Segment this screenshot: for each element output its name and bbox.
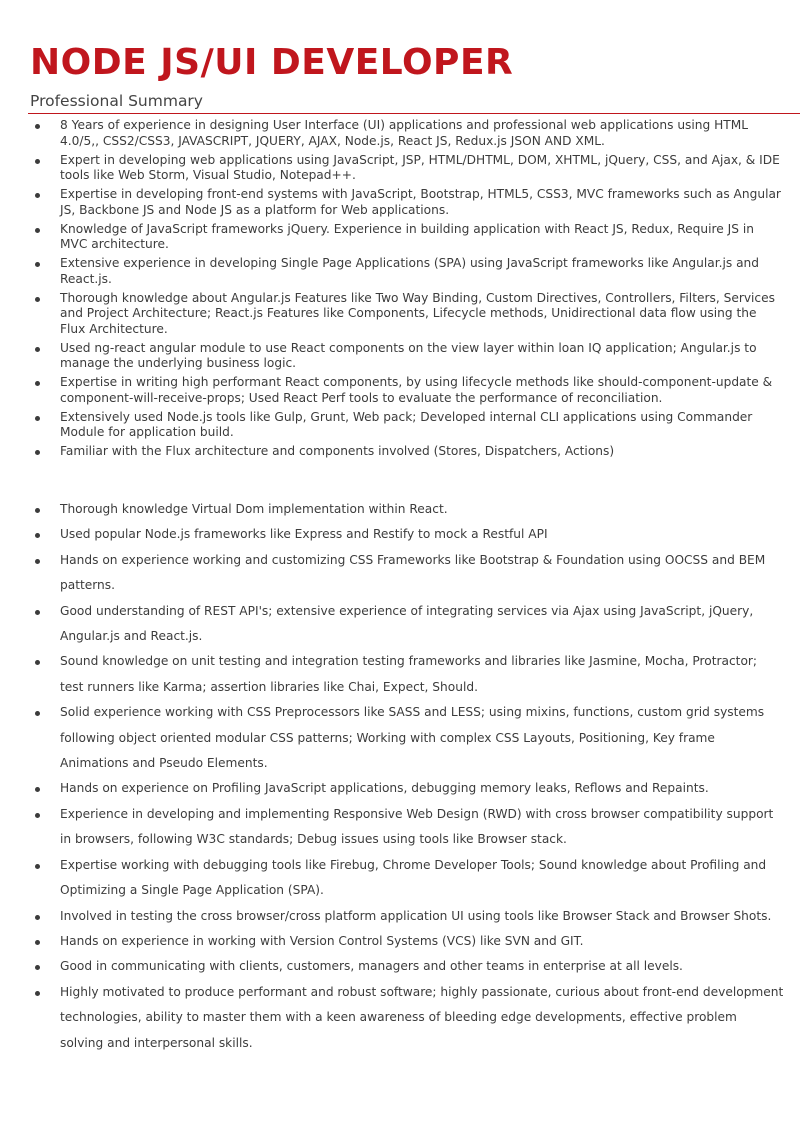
summary-item: Expertise in developing front-end systems with JavaScript, Bootstrap, HTML5, CSS3, MVC frameworks such as Angular JS, Backbone JS and Node JS as a platform for Web applications.	[0, 187, 800, 218]
bullet-icon	[35, 508, 40, 513]
summary-item: Thorough knowledge about Angular.js Features like Two Way Binding, Custom Directives, Controllers, Filters, Services and Project Architecture; React.js Features like Components, Lifecycle methods, Unidirectional data flow using the Flux Architecture.	[0, 291, 800, 338]
summary-list-dense	[0, 118, 800, 463]
section-heading-professional-summary: Professional Summary	[30, 92, 203, 110]
summary-item: Sound knowledge on unit testing and integration testing frameworks and libraries like Jasmine, Mocha, Protractor; test runners like Karma; assertion libraries like Chai, Expect, Should.	[0, 649, 800, 700]
summary-item: Familiar with the Flux architecture and components involved (Stores, Dispatchers, Actions)	[0, 444, 800, 460]
summary-item: Solid experience working with CSS Preprocessors like SASS and LESS; using mixins, functions, custom grid systems following object oriented modular CSS patterns; Working with complex CSS Layouts, Positioning, Key frame Animations and Pseudo Elements.	[0, 700, 800, 776]
summary-item: Involved in testing the cross browser/cross platform application UI using tools like Browser Stack and Browser Shots.	[0, 904, 800, 929]
summary-item: Expert in developing web applications using JavaScript, JSP, HTML/DHTML, DOM, XHTML, jQuery, CSS, and Ajax, & IDE tools like Web Storm, Visual Studio, Notepad++.	[0, 153, 800, 184]
bullet-icon	[35, 660, 40, 665]
bullet-icon	[35, 347, 40, 352]
bullet-icon	[35, 559, 40, 564]
bullet-icon	[35, 940, 40, 945]
bullet-icon	[35, 787, 40, 792]
bullet-icon	[35, 262, 40, 267]
summary-item: Thorough knowledge Virtual Dom implementation within React.	[0, 497, 800, 522]
bullet-icon	[35, 450, 40, 455]
bullet-icon	[35, 297, 40, 302]
bullet-icon	[35, 193, 40, 198]
summary-item: Highly motivated to produce performant and robust software; highly passionate, curious about front-end development technologies, ability to master them with a keen awareness of bleeding edge developments, effective problem solving and interpersonal skills.	[0, 980, 800, 1056]
bullet-icon	[35, 124, 40, 129]
summary-item: Extensively used Node.js tools like Gulp, Grunt, Web pack; Developed internal CLI applications using Commander Module for application build.	[0, 410, 800, 441]
resume-title: NODE JS/UI DEVELOPER	[30, 42, 514, 83]
summary-item: Hands on experience in working with Version Control Systems (VCS) like SVN and GIT.	[0, 929, 800, 954]
summary-item: Experience in developing and implementing Responsive Web Design (RWD) with cross browser compatibility support in browsers, following W3C standards; Debug issues using tools like Browser stack.	[0, 802, 800, 853]
summary-item: Knowledge of JavaScript frameworks jQuery. Experience in building application with React JS, Redux, Require JS in MVC architecture.	[0, 222, 800, 253]
summary-item: 8 Years of experience in designing User Interface (UI) applications and professional web applications using HTML 4.0/5,, CSS2/CSS3, JAVASCRIPT, JQUERY, AJAX, Node.js, React JS, Redux.js JSON AND XML.	[0, 118, 800, 149]
bullet-icon	[35, 416, 40, 421]
summary-item: Good in communicating with clients, customers, managers and other teams in enterprise at all levels.	[0, 954, 800, 979]
summary-item: Hands on experience on Profiling JavaScript applications, debugging memory leaks, Reflows and Repaints.	[0, 776, 800, 801]
bullet-icon	[35, 711, 40, 716]
bullet-icon	[35, 228, 40, 233]
summary-list-loose	[0, 497, 800, 1056]
bullet-icon	[35, 915, 40, 920]
summary-item: Good understanding of REST API's; extensive experience of integrating services via Ajax using JavaScript, jQuery, Angular.js and React.js.	[0, 599, 800, 650]
summary-item: Extensive experience in developing Single Page Applications (SPA) using JavaScript frameworks like Angular.js and React.js.	[0, 256, 800, 287]
section-divider	[28, 113, 800, 114]
summary-item: Used popular Node.js frameworks like Express and Restify to mock a Restful API	[0, 522, 800, 547]
bullet-icon	[35, 610, 40, 615]
bullet-icon	[35, 991, 40, 996]
bullet-icon	[35, 533, 40, 538]
bullet-icon	[35, 965, 40, 970]
bullet-icon	[35, 159, 40, 164]
bullet-icon	[35, 813, 40, 818]
summary-item: Hands on experience working and customizing CSS Frameworks like Bootstrap & Foundation using OOCSS and BEM patterns.	[0, 548, 800, 599]
summary-item: Expertise working with debugging tools like Firebug, Chrome Developer Tools; Sound knowledge about Profiling and Optimizing a Single Page Application (SPA).	[0, 853, 800, 904]
bullet-icon	[35, 864, 40, 869]
summary-item: Used ng-react angular module to use React components on the view layer within loan IQ application; Angular.js to manage the underlying business logic.	[0, 341, 800, 372]
summary-item: Expertise in writing high performant React components, by using lifecycle methods like should-component-update & component-will-receive-props; Used React Perf tools to evaluate the performance of reconciliation.	[0, 375, 800, 406]
bullet-icon	[35, 381, 40, 386]
